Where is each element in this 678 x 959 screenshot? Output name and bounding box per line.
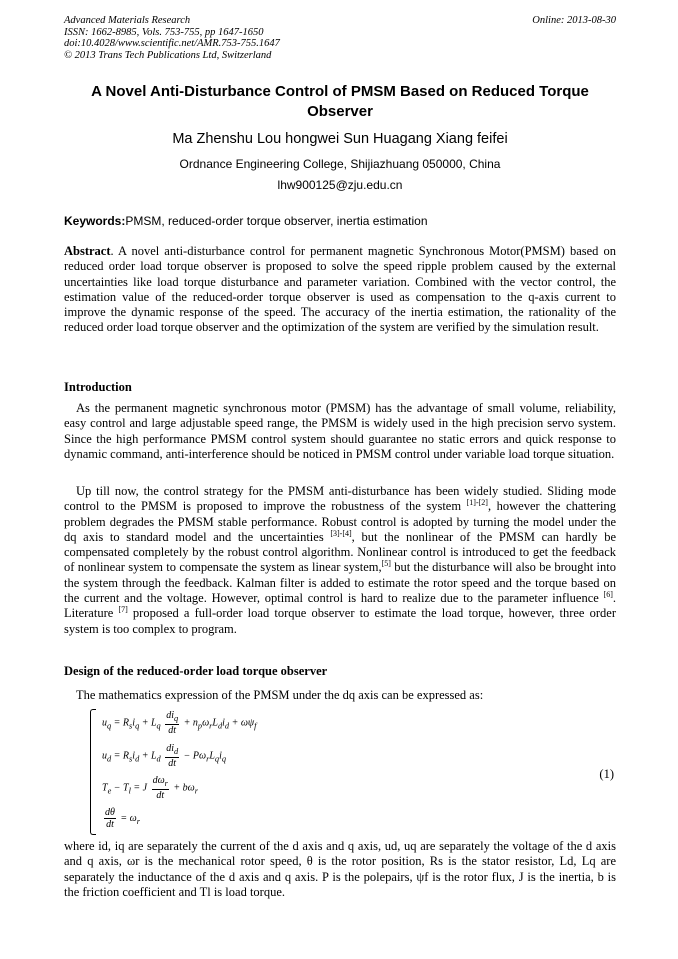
introduction-paragraph-2: Up till now, the control strategy for the PMSM anti-disturbance has been widely studied. Sliding mode control to the PMSM is proposed to improve the robustness of the system [1]-[2], however the chattering problem degrades the PMSM stable performance. Robust control is adopted by turning the model under the dq axis to standard model and the uncertainties [3]-[4], but the nonlinear of the PMSM can hardly be compensated completely by the robust control algorithm. Nonlinear control is introduced to get the feedback of nonlinear system to compensate the system as linear system,[5] but the disturbance will also be brought into the system through the feedback. Kalman filter is added to estimate the rotor speed and the torque based on the current and the voltage. However, optimal control is hard to realize due to the parameter influence [6]. Literature [7] proposed a full-order load torque observer to estimate the load torque, however, three order system is too complex to program.: [64, 484, 616, 636]
journal-name: Advanced Materials Research: [64, 15, 191, 26]
introduction-heading: Introduction: [64, 380, 132, 394]
citation-5: [5]: [381, 559, 391, 569]
doi-line: doi:10.4028/www.scientific.net/AMR.753-755.1647: [64, 38, 280, 49]
author-email[interactable]: lhw900125@zju.edu.cn: [277, 178, 403, 192]
abstract-label: Abstract: [64, 244, 111, 258]
paper-authors: Ma Zhenshu Lou hongwei Sun Huagang Xiang feifei: [172, 131, 508, 147]
issn-line: ISSN: 1662-8985, Vols. 753-755, pp 1647-1650: [64, 26, 264, 38]
citation-6: [6]: [603, 590, 613, 600]
keywords-text: PMSM, reduced-order torque observer, inertia estimation: [125, 214, 428, 228]
abstract-text: . A novel anti-disturbance control for permanent magnetic Synchronous Motor(PMSM) based on reduced order load torque observer is proposed to solve the speed ripple problem caused by the external uncertainties like load torque disturbance and parameter variation. Combined with the vector control, the estimation value of the reduced-order torque observer is used as compensation to the q-axis current to improve the dynamic response of the speed. The accuracy of the inertia estimation, the rationality of the reduced order load torque observer and the optimization of the system are verified by the simulation result.: [64, 244, 616, 335]
citation-7: [7]: [118, 605, 128, 615]
journal-header: [64, 15, 616, 61]
equation-number: (1): [599, 767, 614, 781]
equation-brace: [90, 709, 96, 835]
equation-theta: $\frac{d\theta}{dt}$ = $\omega_r$: [105, 807, 140, 830]
citation-1-2: [1]-[2]: [466, 498, 488, 508]
online-date: Online: 2013-08-30: [532, 15, 616, 26]
introduction-paragraph-1: As the permanent magnetic synchronous motor (PMSM) has the advantage of small volume, reliability, easy control and large adjustable speed range, the PMSM is widely used in the high precision servo system. Since the high performance PMSM control system should guarantee no static errors and quick response to dynamic command, anti-interference should be noticed in PMSM control under variable load torque situation.: [64, 401, 616, 461]
keywords-line: [64, 214, 616, 228]
design-heading: Design of the reduced-order load torque observer: [64, 664, 328, 678]
citation-3-4: [3]-[4]: [330, 528, 352, 538]
copyright-line: © 2013 Trans Tech Publications Ltd, Switzerland: [64, 49, 272, 61]
abstract-paragraph: [64, 244, 616, 336]
equation-system-1: [90, 707, 616, 835]
keywords-label: Keywords:: [64, 214, 126, 228]
equation-uq: $u_q = R_si_q + L_q$ $\frac{di_q}{dt}$ + $n_p\omega_rL_di_d + \omega\psi_f$: [102, 710, 257, 736]
equation-torque: $T_e - T_l = J$ $\frac{d\omega_r}{dt}$ + $b\omega_r$: [102, 775, 198, 801]
variable-definitions: where id, iq are separately the current of the d axis and q axis, ud, uq are separately the voltage of the d axis and q axis, ωr is the mechanical rotor speed, θ is the rotor position, Rs is the stator resistor, Ld, Lq are separately the inductance of the d axis and q axis. P is the polepairs, ψf is the rotor flux, J is the inertia, b is the friction coefficient and Tl is load torque.: [64, 839, 616, 899]
design-intro: The mathematics expression of the PMSM under the dq axis can be expressed as:: [76, 688, 484, 702]
paper-affiliation: Ordnance Engineering College, Shijiazhuang 050000, China: [179, 157, 501, 171]
paper-title: A Novel Anti-Disturbance Control of PMSM Based on Reduced Torque Observer: [91, 83, 589, 120]
equation-ud: $u_d = R_si_d + L_d$ $\frac{di_d}{dt}$ − $P\omega_rL_qi_q$: [102, 743, 227, 769]
